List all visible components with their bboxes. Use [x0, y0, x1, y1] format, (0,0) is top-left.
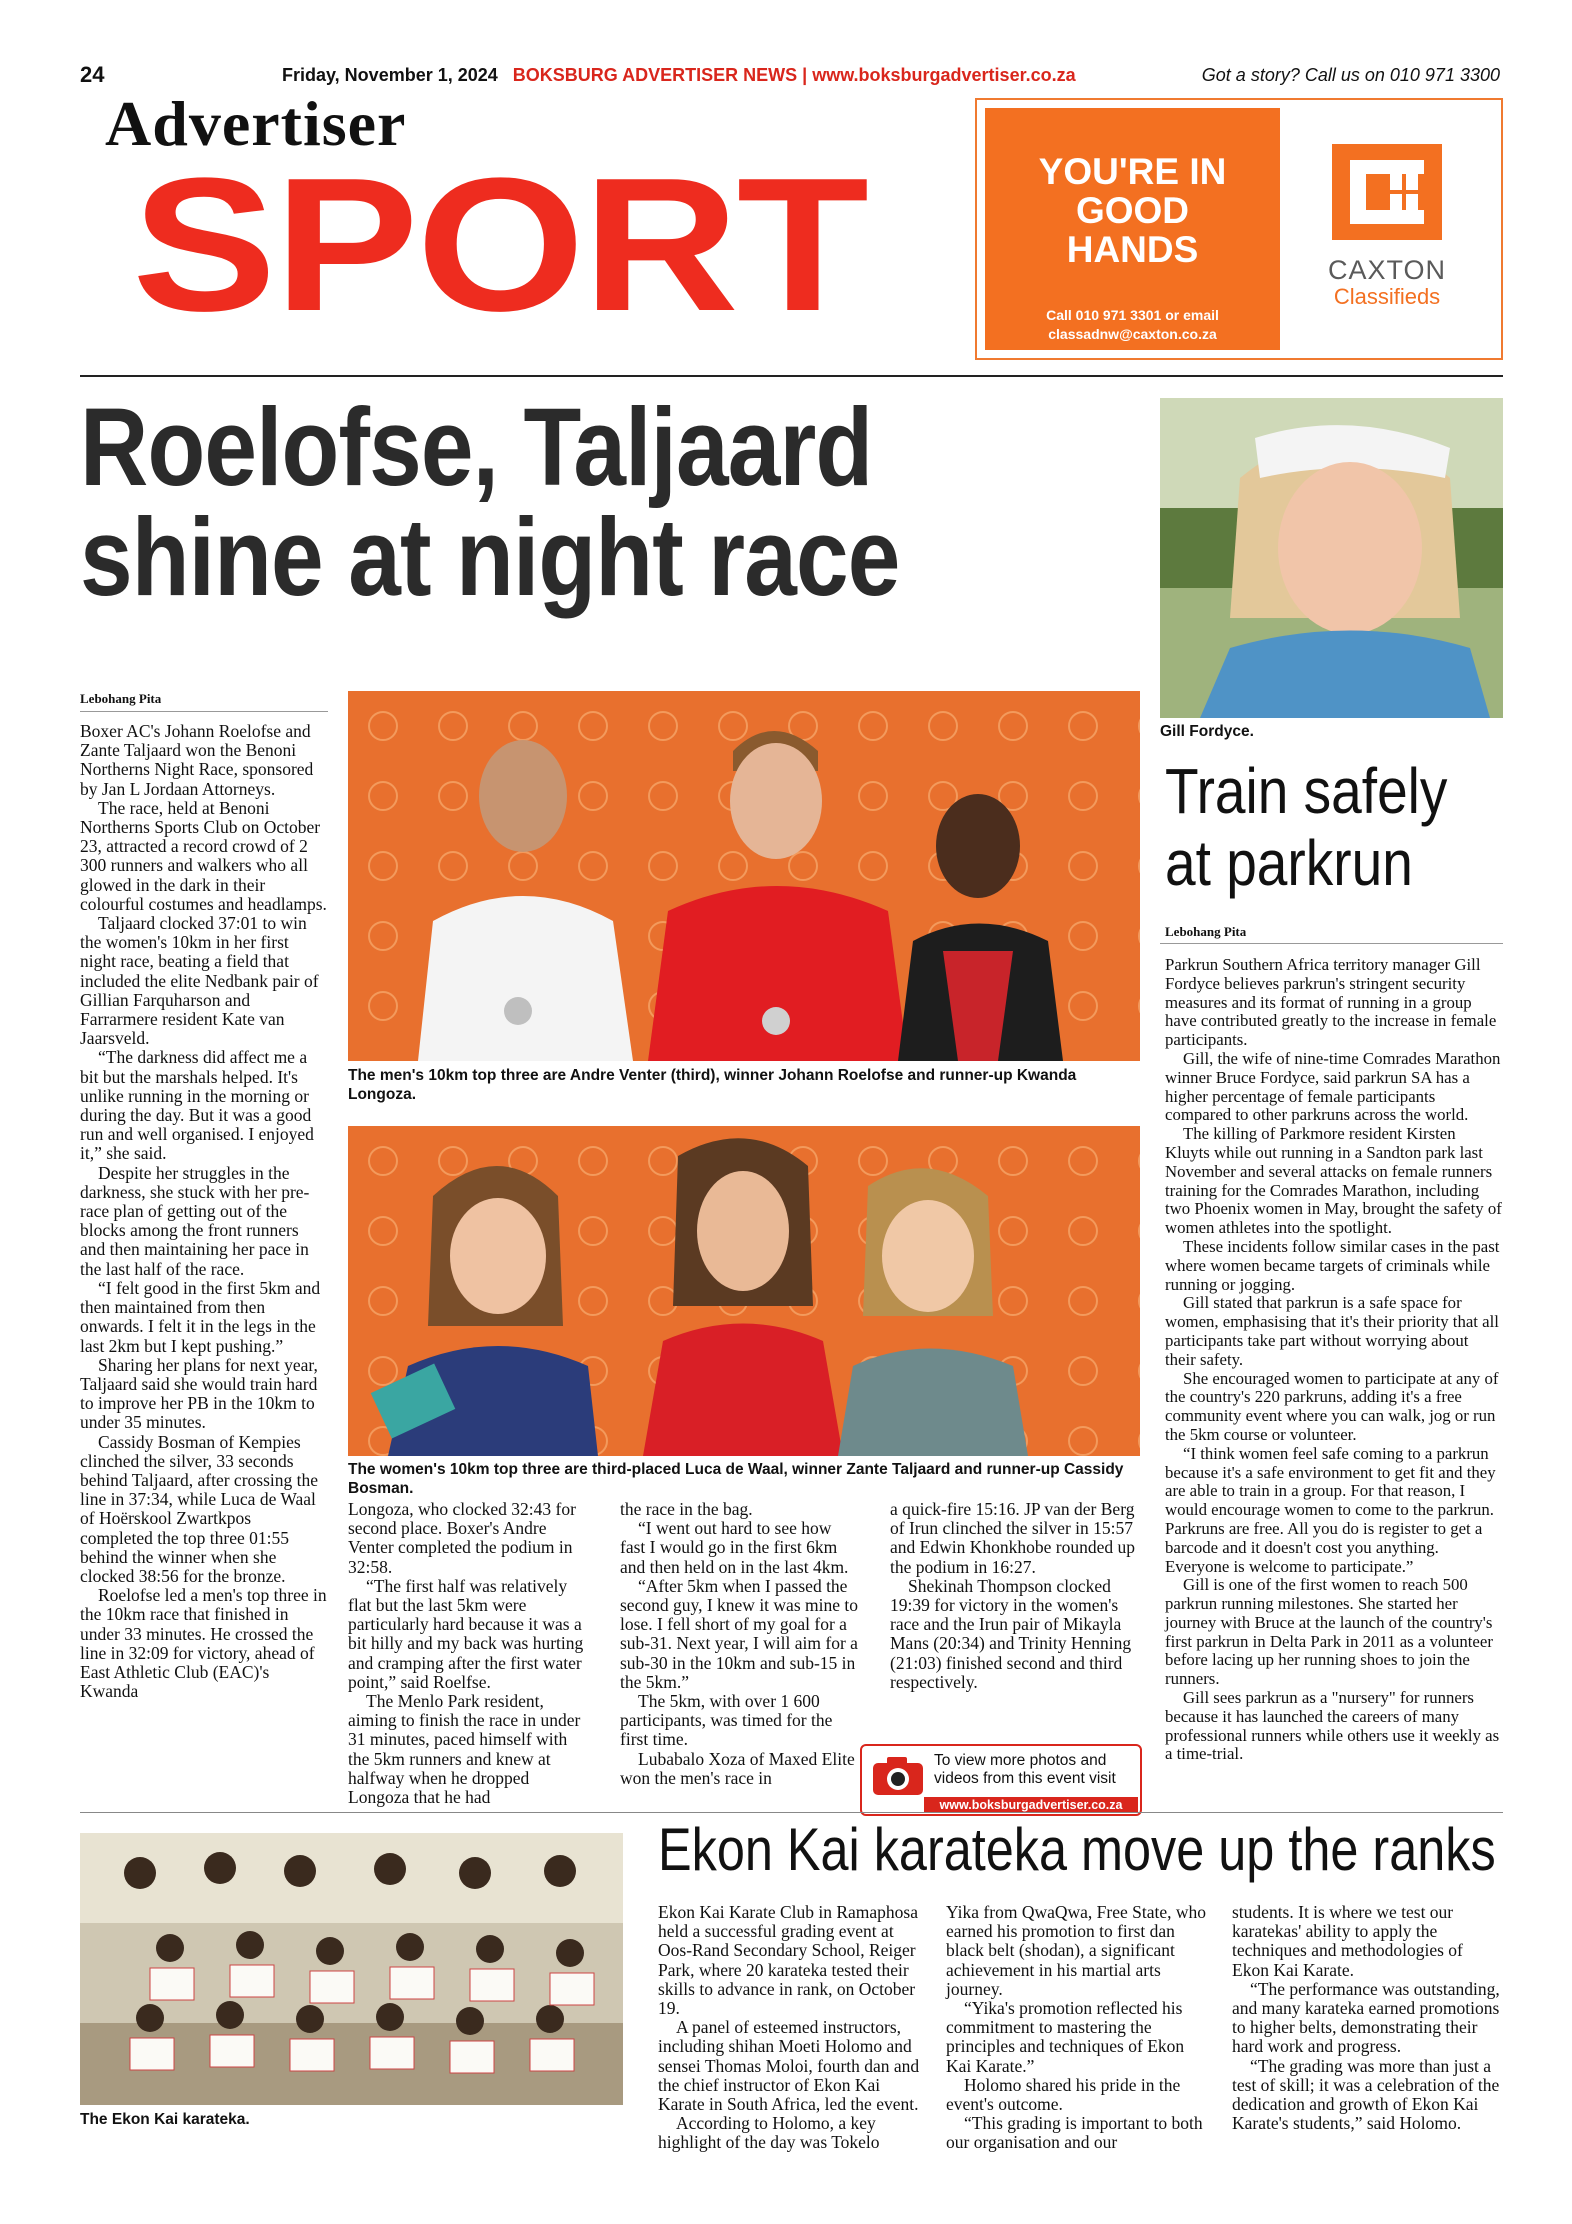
parkrun-story-paragraph: Gill stated that parkrun is a safe space for women, emphasising that it's their priority that all participants take part without worrying about their safety. — [1165, 1293, 1499, 1369]
main-story-paragraph: The Menlo Park resident, aiming to finish the race in under 31 minutes, paced himself with the 5km runners and knew at halfway when he dropped Longoza that he had — [348, 1691, 581, 1808]
main-story-paragraph: a quick-fire 15:16. JP van der Berg of Irun clinched the silver in 15:57 and Edwin Khonkhobe rounded up the podium in 16:27. — [890, 1499, 1135, 1577]
parkrun-story-paragraph: Gill sees parkrun as a "nursery" for runners because it has launched the careers of many professional runners while others use it weekly as a time-trial. — [1165, 1688, 1500, 1764]
main-story-paragraph: “I went out hard to see how fast I would go in the first 6km and then held on in the last 4km. — [620, 1518, 849, 1577]
parkrun-story-text — [1165, 956, 1503, 1764]
publication-name: BOKSBURG ADVERTISER NEWS | www.boksburgadvertiser.co.za — [512, 65, 1076, 85]
parkrun-byline: Lebohang Pita — [1165, 924, 1247, 939]
karate-group-photo — [80, 1833, 623, 2105]
parkrun-story-paragraph: These incidents follow similar cases in the past where women became targets of criminals while running or jogging. — [1165, 1236, 1500, 1294]
parkrun-story-paragraph: The killing of Parkmore resident Kirsten Kluyts while out running in a Sandton park last November and several attacks on female runners training for the Comrades Marathon, including two Phoenix women in May, brought the safety of women athletes into the spotlight. — [1165, 1124, 1502, 1238]
main-story-paragraph: Roelofse led a men's top three in the 10km race that finished in under 33 minutes. He crossed the line in 32:09 for victory, ahead of East Athletic Club (EAC)'s Kwanda — [80, 1585, 327, 1702]
men-podium-image — [348, 691, 1140, 1061]
main-story-paragraph: The 5km, with over 1 600 participants, was timed for the first time. — [620, 1691, 833, 1750]
main-story-paragraph: The race, held at Benoni Northerns Sports Club on October 23, attracted a record crowd of 2 300 runners and walkers who all glowed in the dark in their colourful costumes and headlamps. — [80, 797, 327, 914]
promo-url-link[interactable]: www.boksburgadvertiser.co.za — [924, 1797, 1138, 1813]
karate-story-paragraph: “The performance was outstanding, and many karateka earned promotions to higher belts, demonstrating their hard work and progress. — [1232, 1978, 1500, 2057]
masthead-line — [282, 65, 1076, 86]
main-story-paragraph: Longoza, who clocked 32:43 for second place. Boxer's Andre Venter completed the podium in 32:58. — [348, 1499, 576, 1577]
karate-story-paragraph: “Yika's promotion reflected his commitment to mastering the principles and techniques of Ekon Kai Karate.” — [946, 1998, 1185, 2076]
caxton-logo — [1317, 144, 1457, 308]
karate-story-paragraph: Holomo shared his pride in the event's outcome. — [946, 2074, 1181, 2115]
byline-rule — [80, 711, 328, 712]
main-story-paragraph: “The darkness did affect me a bit but the marshals helped. It's unlike running in the morning or during the day. But it was a good run and well organised. I enjoyed it,” she said. — [80, 1047, 314, 1164]
logo-sport: SPORT — [132, 139, 867, 351]
parkrun-story-paragraph: Parkrun Southern Africa territory manager Gill Fordyce believes parkrun's stringent security measures and its format of running in a group have contributed greatly to the increase in female participants. — [1165, 955, 1497, 1050]
gill-fordyce-image — [1160, 398, 1503, 718]
classifieds-wordmark: Classifieds — [1333, 284, 1441, 309]
main-story-paragraph: Shekinah Thompson clocked 19:39 for victory in the women's race and the Irun pair of Mikayla Mans (20:34) and Trinity Henning (21:03) finished second and third respectively. — [890, 1575, 1132, 1692]
main-story-paragraph: Despite her struggles in the darkness, she stuck with her pre-race plan of getting out of the blocks among the front runners and then maintaining her pace in the last half of the race. — [80, 1162, 310, 1279]
parkrun-story-paragraph: “I think women feel safe coming to a parkrun because it's a safe environment to get fit and they are able to train in a group. For that reason, I would encourage women to come to the parkrun. Parkruns are free. All you do is register to get a barcode and it doesn't cost you anything. Everyone is welcome to participate.” — [1165, 1443, 1496, 1576]
main-story-paragraph: Taljaard clocked 37:01 to win the women's 10km in her first night race, beating a field that included the elite Nedbank pair of Gillian Farquharson and Farrarmere resident Kate van Jaarsveld. — [80, 913, 319, 1049]
main-story-paragraph: “After 5km when I passed the second guy, I knew it was mine to lose. I fell short of my goal for a sub-31. Next year, I will aim for a sub-30 in the 10km and sub-15 in the 5km.” — [620, 1575, 858, 1692]
karate-separator — [80, 1812, 1503, 1813]
parkrun-story-paragraph: Gill, the wife of nine-time Comrades Marathon winner Bruce Fordyce, said parkrun SA has a higher percentage of female participants compared to other parkruns across the world. — [1165, 1048, 1501, 1125]
karate-story-col-2 — [946, 1903, 1208, 2153]
men-podium-caption: The men's 10km top three are Andre Venter (third), winner Johann Roelofse and runner-up Kwanda Longoza. — [348, 1067, 1077, 1103]
main-headline: Roelofse, Taljaard shine at night race — [80, 386, 900, 619]
parkrun-story-paragraph: Gill is one of the first women to reach 500 parkrun running milestones. She started her journey with Bruce at the launch of the country's first parkrun in Delta Park in 2011 as a volunteer before lacing up her running shoes to join the runners. — [1165, 1575, 1493, 1689]
ad-headline: YOU'RE IN GOOD HANDS — [1038, 151, 1227, 271]
main-story-paragraph: “I felt good in the first 5km and then maintained from then onwards. I felt it in the legs in the last 2km but I kept pushing.” — [80, 1277, 321, 1356]
karate-story-paragraph: A panel of esteemed instructors, including shihan Moeti Holomo and sensei Thomas Moloi, fourth dan and the chief instructor of Ekon Kai Karate in South Africa, led the event. — [658, 2017, 920, 2115]
logo-advertiser: Advertiser — [105, 88, 407, 159]
women-podium-image — [348, 1126, 1140, 1456]
parkrun-headline: Train safely at parkrun — [1165, 755, 1448, 899]
camera-icon — [872, 1756, 924, 1796]
karate-story-paragraph: students. It is where we test our karatekas' ability to apply the techniques and methodologies of Ekon Kai Karate. — [1232, 1902, 1463, 1980]
page-number: 24 — [80, 62, 105, 87]
karate-story-paragraph: Yika from QwaQwa, Free State, who earned his promotion to first dan black belt (shodan), a significant achievement in his martial arts journey. — [946, 1902, 1207, 1999]
men-podium-photo — [348, 691, 1140, 1061]
parkrun-story-paragraph: She encouraged women to participate at any of the country's 220 parkruns, adding it's a free community event where you can walk, jog or run the 5km course or volunteer. — [1165, 1368, 1499, 1444]
more-photos-promo[interactable] — [860, 1744, 1142, 1816]
women-podium-caption: The women's 10km top three are third-placed Luca de Waal, winner Zante Taljaard and runner-up Cassidy Bosman. — [348, 1461, 1124, 1497]
karate-story-paragraph: According to Holomo, a key highlight of the day was Tokelo — [658, 2113, 880, 2153]
main-story-col-2 — [348, 1500, 588, 1807]
main-story-paragraph: Cassidy Bosman of Kempies clinched the silver, 33 seconds behind Taljaard, after crossing the line in 37:34, while Luca de Waal of Hoërskool Zwartkpos completed the top three 01:55 behind the winner when she clocked 38:56 for the bronze. — [80, 1431, 319, 1586]
karate-caption: The Ekon Kai karateka. — [80, 2111, 250, 2128]
caxton-c-icon — [1332, 144, 1442, 240]
story-tip-line: Got a story? Call us on 010 971 3300 — [1201, 65, 1500, 85]
caxton-wordmark: CAXTON — [1327, 255, 1447, 285]
karate-story-col-1 — [658, 1903, 920, 2153]
karate-group-image — [80, 1833, 623, 2105]
karate-story-paragraph: “This grading is important to both our organisation and our — [946, 2113, 1203, 2153]
main-story-paragraph: the race in the bag. — [620, 1499, 753, 1519]
women-podium-photo — [348, 1126, 1140, 1456]
main-story-col-1 — [80, 722, 328, 1701]
karate-headline: Ekon Kai karateka move up the ranks — [658, 1816, 1496, 1883]
karate-story-col-3 — [1232, 1903, 1503, 2133]
ad-panel — [985, 108, 1280, 350]
gill-fordyce-photo — [1160, 398, 1503, 718]
caxton-classifieds-ad — [975, 98, 1503, 360]
byline: Lebohang Pita — [80, 691, 162, 706]
issue-date: Friday, November 1, 2024 — [282, 65, 498, 85]
header-rule — [80, 375, 1503, 377]
promo-text: To view more photos and videos from this event visit — [934, 1752, 1116, 1787]
main-story-paragraph: Sharing her plans for next year, Taljaard said she would train hard to improve her PB in the 10km to under 35 minutes. — [80, 1354, 318, 1433]
main-story-paragraph: Lubabalo Xoza of Maxed Elite won the men's race in — [620, 1748, 855, 1788]
karate-story-paragraph: “The grading was more than just a test of skill; it was a celebration of the dedication and growth of Ekon Kai Karate's students,” said Holomo. — [1232, 2055, 1500, 2134]
main-story-paragraph: “The first half was relatively flat but the last 5km were particularly hard because it was a bit hilly and my back was hurting and cramping after the first water point,” said Roelfse. — [348, 1575, 584, 1692]
ad-contact: Call 010 971 3301 or email classadnw@caxton.co.za — [1046, 307, 1219, 342]
main-story-col-4 — [890, 1500, 1140, 1692]
karate-story-paragraph: Ekon Kai Karate Club in Ramaphosa held a successful grading event at Oos-Rand Secondary School, Reiger Park, where 20 karateka tested their skills to advance in rank, on October 19. — [658, 1902, 919, 2019]
gill-fordyce-caption: Gill Fordyce. — [1160, 723, 1254, 740]
main-story-paragraph: Boxer AC's Johann Roelofse and Zante Taljaard won the Benoni Northerns Night Race, sponsored by Jan L Jordaan Attorneys. — [80, 721, 314, 799]
main-story-col-3 — [620, 1500, 860, 1788]
parkrun-byline-rule — [1160, 943, 1503, 944]
